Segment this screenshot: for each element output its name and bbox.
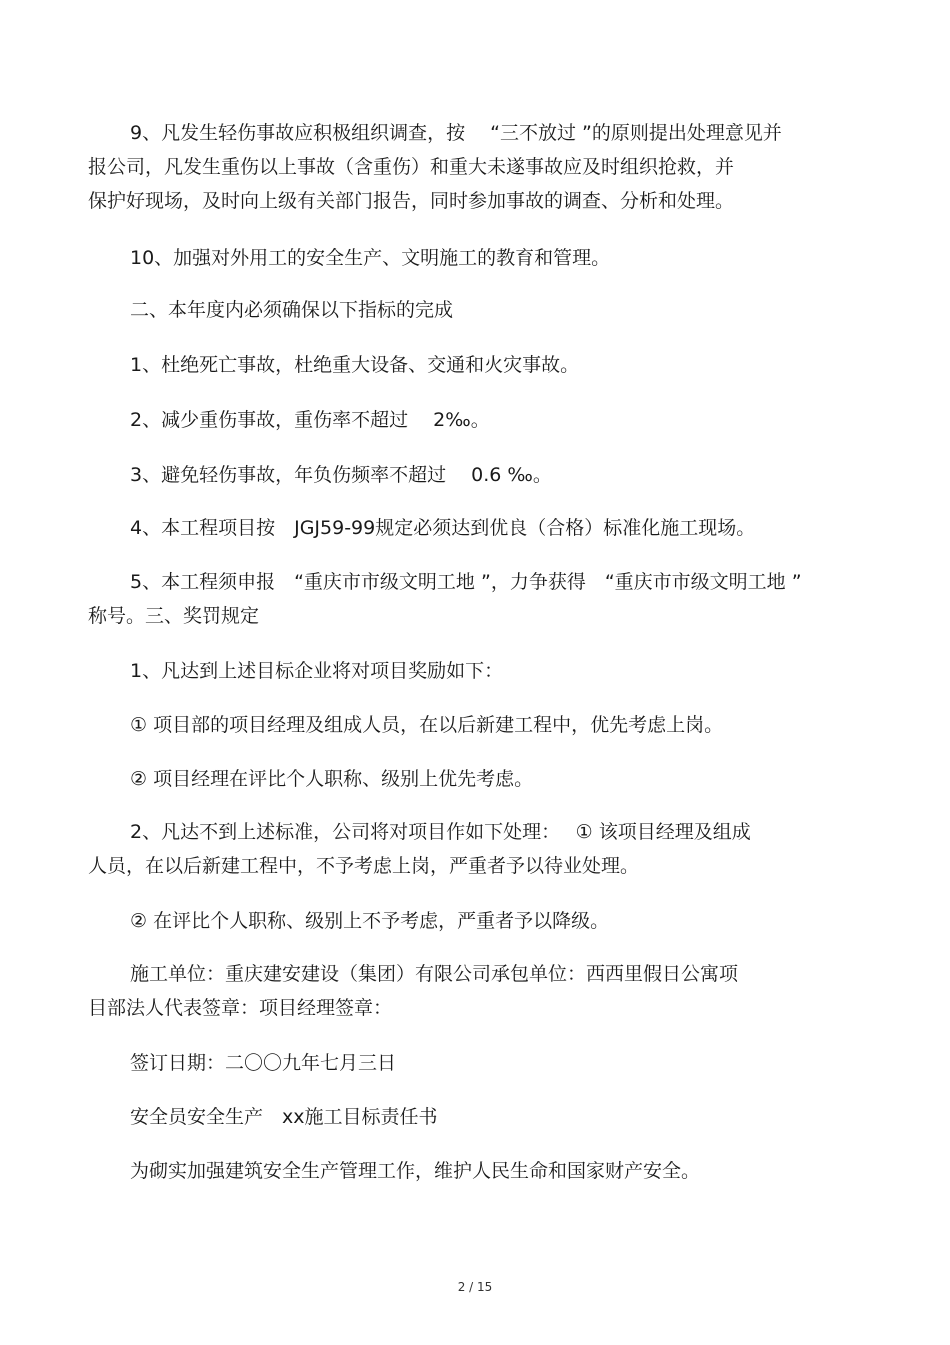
- text-line: 2、凡达不到上述标准，公司将对项目作如下处理： ① 该项目经理及组成: [130, 821, 751, 843]
- reward-subitem-1: [88, 708, 858, 742]
- signature-parties: [88, 957, 858, 1025]
- text-line: ② 项目经理在评比个人职称、级别上优先考虑。: [130, 768, 534, 790]
- text-line: 1、凡达到上述目标企业将对项目奖励如下：: [130, 660, 504, 682]
- text-line: 施工单位：重庆建安建设（集团）有限公司承包单位：西西里假日公寓项: [130, 963, 739, 985]
- text-line: 保护好现场，及时向上级有关部门报告，同时参加事故的调查、分析和处理。: [88, 190, 735, 212]
- document-title: [88, 1100, 858, 1134]
- target-item-1: [88, 348, 858, 382]
- text-line: 称号。三、奖罚规定: [88, 605, 260, 627]
- text-line: 3、避免轻伤事故，年负伤频率不超过 0.6 ‰。: [130, 464, 552, 486]
- text-line: ① 项目部的项目经理及组成人员，在以后新建工程中，优先考虑上岗。: [130, 714, 724, 736]
- target-item-5: [88, 565, 858, 633]
- text-line: 1、杜绝死亡事故，杜绝重大设备、交通和火灾事故。: [130, 354, 580, 376]
- text-line: 10、加强对外用工的安全生产、文明施工的教育和管理。: [130, 247, 611, 269]
- target-item-3: [88, 458, 858, 492]
- text-line: 4、本工程项目按 JGJ59-99规定必须达到优良（合格）标准化施工现场。: [130, 517, 756, 539]
- target-item-4: [88, 511, 858, 545]
- text-line: 报公司，凡发生重伤以上事故（含重伤）和重大未遂事故应及时组织抢救，并: [88, 156, 735, 178]
- text-line: 二、本年度内必须确保以下指标的完成: [130, 299, 454, 321]
- penalty-item-2: [88, 815, 858, 883]
- signing-date: [88, 1046, 858, 1080]
- text-line: 9、凡发生轻伤事故应积极组织调查，按 “三不放过 ”的原则提出处理意见并: [130, 122, 782, 144]
- target-item-2: [88, 403, 858, 437]
- reward-item-1: [88, 654, 858, 688]
- text-line: 人员，在以后新建工程中，不予考虑上岗，严重者予以待业处理。: [88, 855, 640, 877]
- text-line: 签订日期：二〇〇九年七月三日: [130, 1052, 397, 1074]
- paragraph-item-10: [88, 241, 858, 275]
- text-line: 为砌实加强建筑安全生产管理工作，维护人民生命和国家财产安全。: [130, 1160, 701, 1182]
- page-number: 2 / 15: [457, 1280, 493, 1294]
- section-heading-targets: [88, 293, 858, 327]
- text-line: 安全员安全生产 xx施工目标责任书: [130, 1106, 438, 1128]
- intro-paragraph: [88, 1154, 858, 1188]
- reward-subitem-2: [88, 762, 858, 796]
- paragraph-item-9: [88, 116, 858, 218]
- text-line: 目部法人代表签章：项目经理签章：: [88, 997, 393, 1019]
- text-line: ② 在评比个人职称、级别上不予考虑，严重者予以降级。: [130, 910, 610, 932]
- text-line: 5、本工程须申报 “重庆市市级文明工地 ”，力争获得 “重庆市市级文明工地 ”: [130, 571, 802, 593]
- penalty-subitem-2: [88, 904, 858, 938]
- text-line: 2、减少重伤事故，重伤率不超过 2‰。: [130, 409, 490, 431]
